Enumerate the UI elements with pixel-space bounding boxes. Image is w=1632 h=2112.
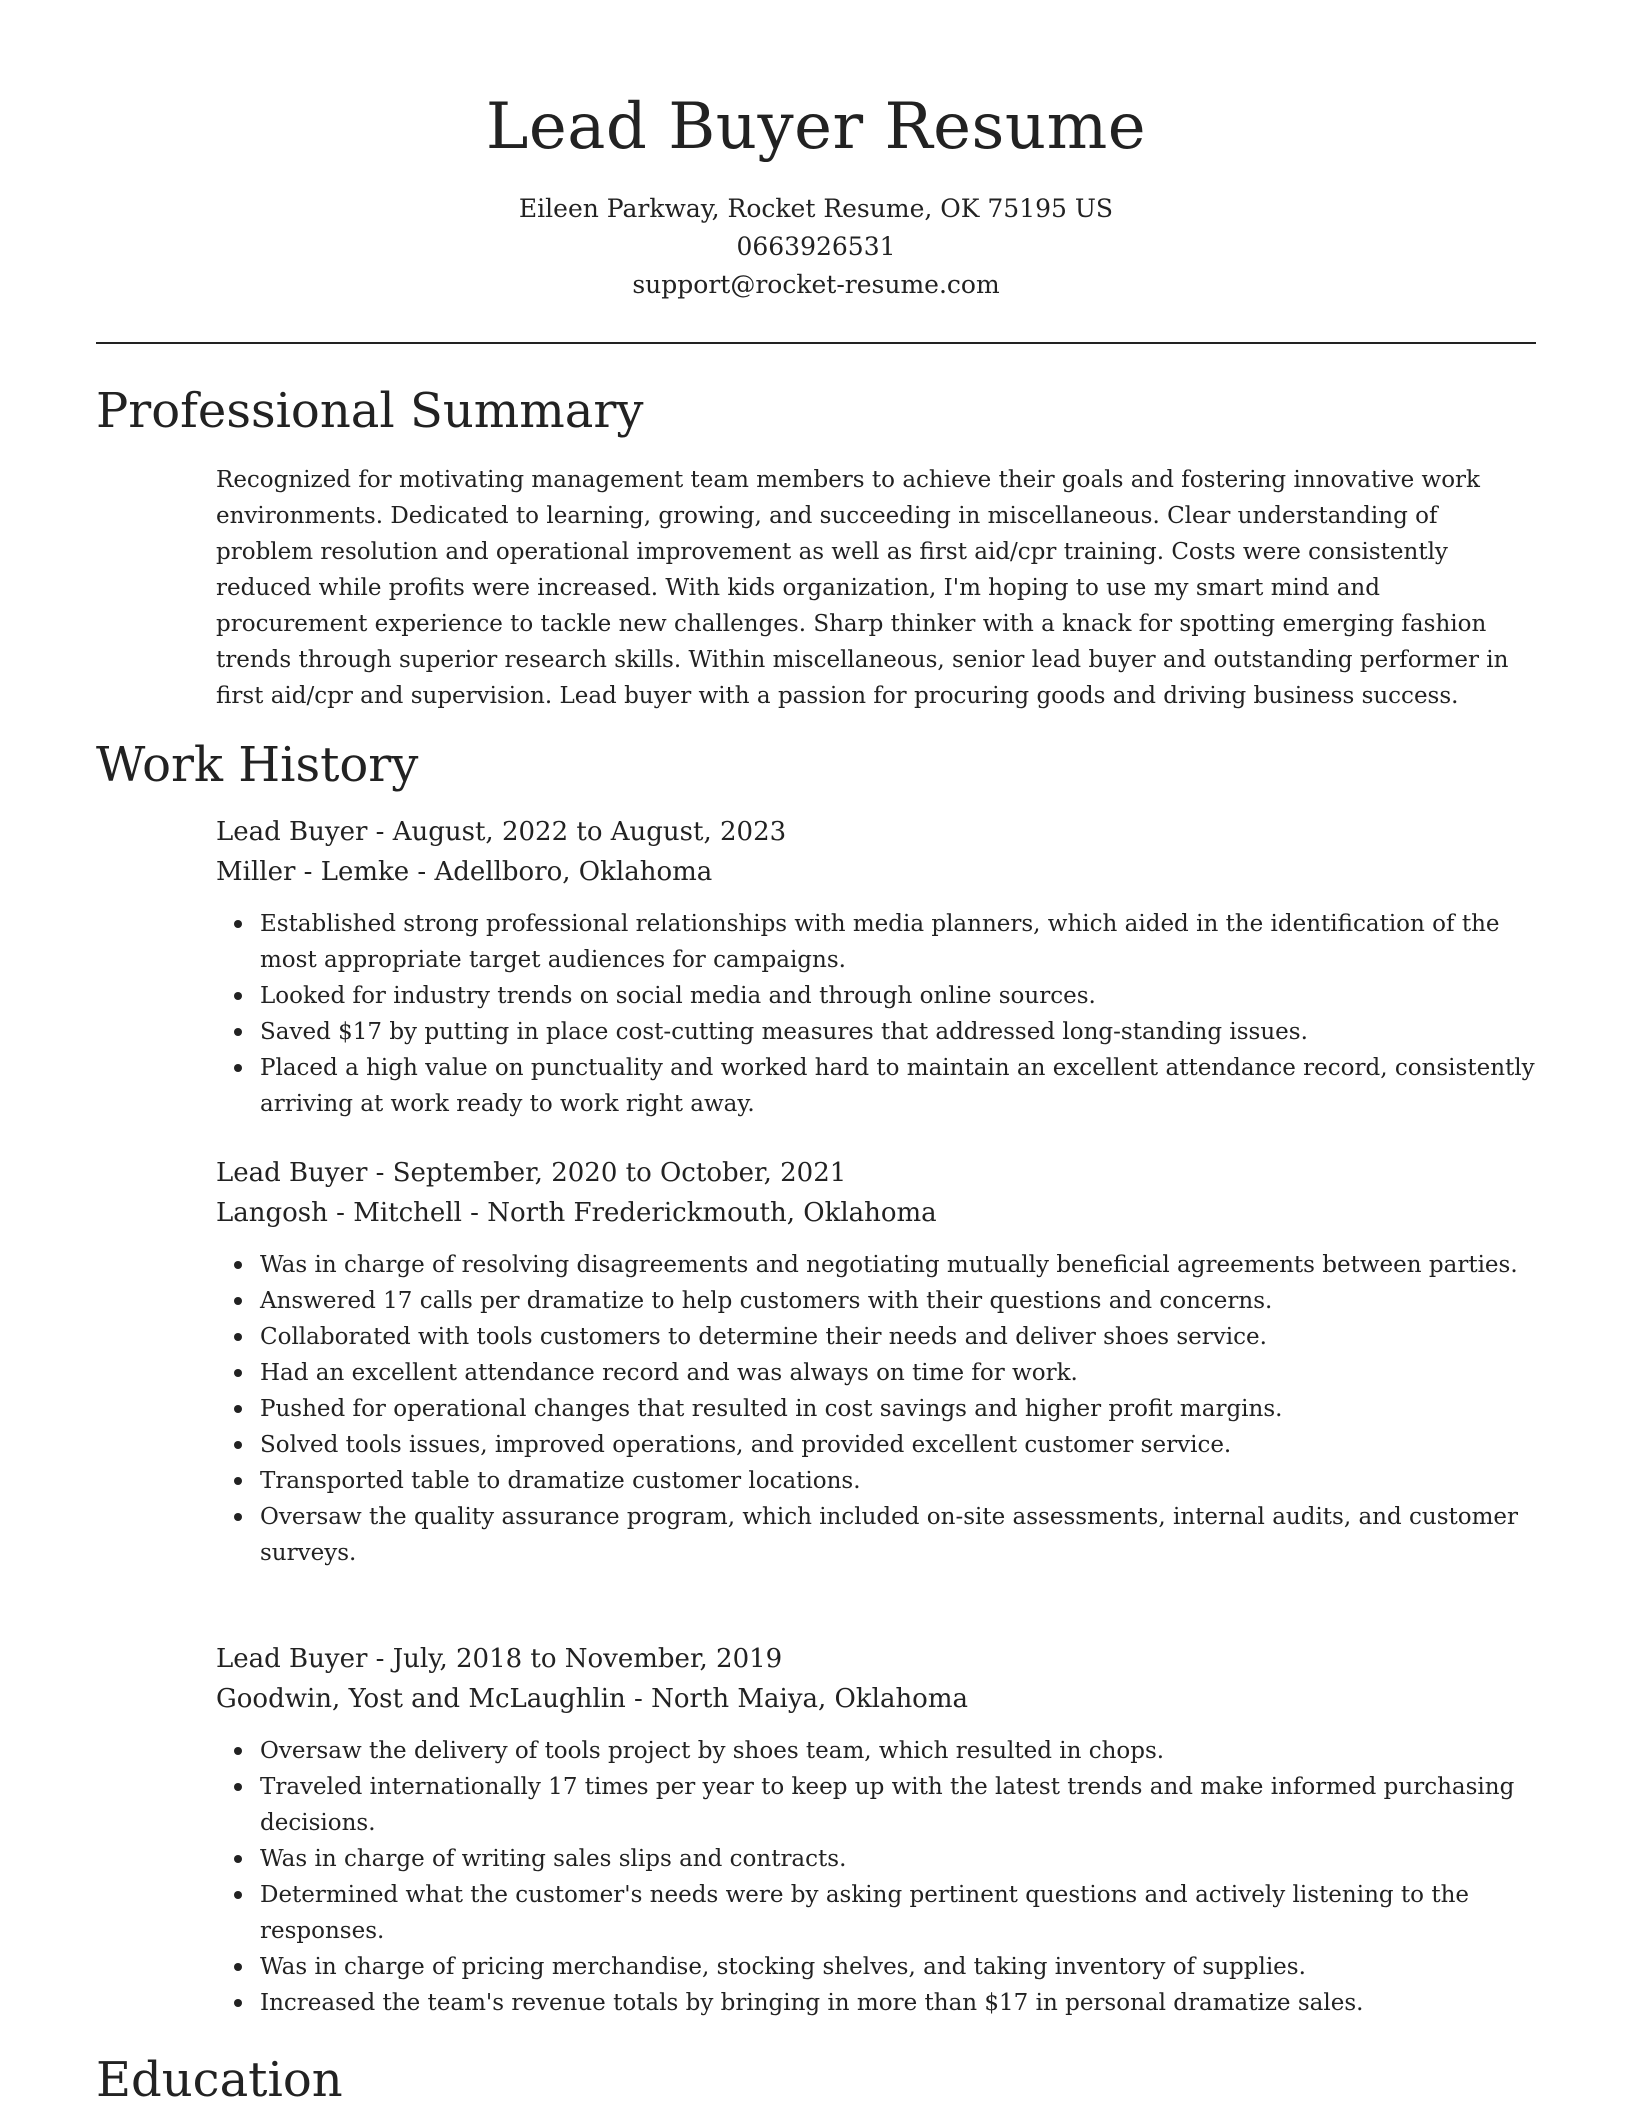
list-item: Oversaw the delivery of tools project by shoes team, which resulted in chops. (260, 1733, 1536, 1769)
list-item: Solved tools issues, improved operations, and provided excellent customer service. (260, 1427, 1536, 1463)
list-item: Saved $17 by putting in place cost-cutting measures that addressed long-standing issues. (260, 1014, 1536, 1050)
list-item: Answered 17 calls per dramatize to help customers with their questions and concerns. (260, 1283, 1536, 1319)
job-bullets (216, 1247, 1536, 1571)
list-item: Placed a high value on punctuality and worked hard to maintain an excellent attendance record, consistently arriving at work ready to work right away. (260, 1050, 1536, 1122)
list-item: Determined what the customer's needs were by asking pertinent questions and actively listening to the responses. (260, 1877, 1536, 1949)
list-item: Collaborated with tools customers to determine their needs and deliver shoes service. (260, 1319, 1536, 1355)
list-item: Traveled internationally 17 times per year to keep up with the latest trends and make informed purchasing decisions. (260, 1769, 1536, 1841)
list-item: Looked for industry trends on social media and through online sources. (260, 978, 1536, 1014)
job-title-line: Lead Buyer - July, 2018 to November, 2019 (216, 1644, 783, 1674)
list-item: Transported table to dramatize customer locations. (260, 1463, 1536, 1499)
list-item: Was in charge of resolving disagreements and negotiating mutually beneficial agreements between parties. (260, 1247, 1536, 1283)
job-company-line: Goodwin, Yost and McLaughlin - North Maiya, Oklahoma (216, 1684, 968, 1714)
contact-phone: 0663926531 (736, 232, 896, 261)
job-title-line: Lead Buyer - September, 2020 to October, 2021 (216, 1158, 847, 1188)
list-item: Increased the team's revenue totals by bringing in more than $17 in personal dramatize sales. (260, 1985, 1536, 2021)
job-title-line: Lead Buyer - August, 2022 to August, 2023 (216, 817, 787, 847)
summary-text: Recognized for motivating management team members to achieve their goals and fostering innovative work environments. Dedicated to learning, growing, and succeeding in miscellaneous. Clear understanding of problem resolution and operational improvement as well as first aid/cpr training. Costs were consistently reduced while profits were increased. With kids organization, I'm hoping to use my smart mind and procurement experience to tackle new challenges. Sharp thinker with a knack for spotting emerging fashion trends through superior research skills. Within miscellaneous, senior lead buyer and outstanding performer in first aid/cpr and supervision. Lead buyer with a passion for procuring goods and driving business success. (216, 467, 1509, 709)
list-item: Established strong professional relationships with media planners, which aided in the identification of the most appropriate target audiences for campaigns. (260, 906, 1536, 978)
education-heading: Education (96, 2052, 343, 2108)
list-item: Pushed for operational changes that resulted in cost savings and higher profit margins. (260, 1391, 1536, 1427)
work-history-heading: Work History (96, 737, 419, 793)
list-item: Was in charge of writing sales slips and contracts. (260, 1841, 1536, 1877)
list-item: Was in charge of pricing merchandise, stocking shelves, and taking inventory of supplies. (260, 1949, 1536, 1985)
list-item: Had an excellent attendance record and was always on time for work. (260, 1355, 1536, 1391)
header-divider (96, 342, 1536, 344)
contact-address: Eileen Parkway, Rocket Resume, OK 75195 US (518, 194, 1114, 223)
job-bullets (216, 1733, 1536, 2021)
job-company-line: Miller - Lemke - Adellboro, Oklahoma (216, 857, 713, 887)
job-bullets (216, 906, 1536, 1122)
resume-title: Lead Buyer Resume (485, 90, 1147, 164)
job-company-line: Langosh - Mitchell - North Frederickmouth, Oklahoma (216, 1198, 937, 1228)
summary-heading: Professional Summary (96, 383, 644, 439)
list-item: Oversaw the quality assurance program, which included on-site assessments, internal audits, and customer surveys. (260, 1499, 1536, 1571)
contact-email: support@rocket-resume.com (632, 270, 1000, 299)
